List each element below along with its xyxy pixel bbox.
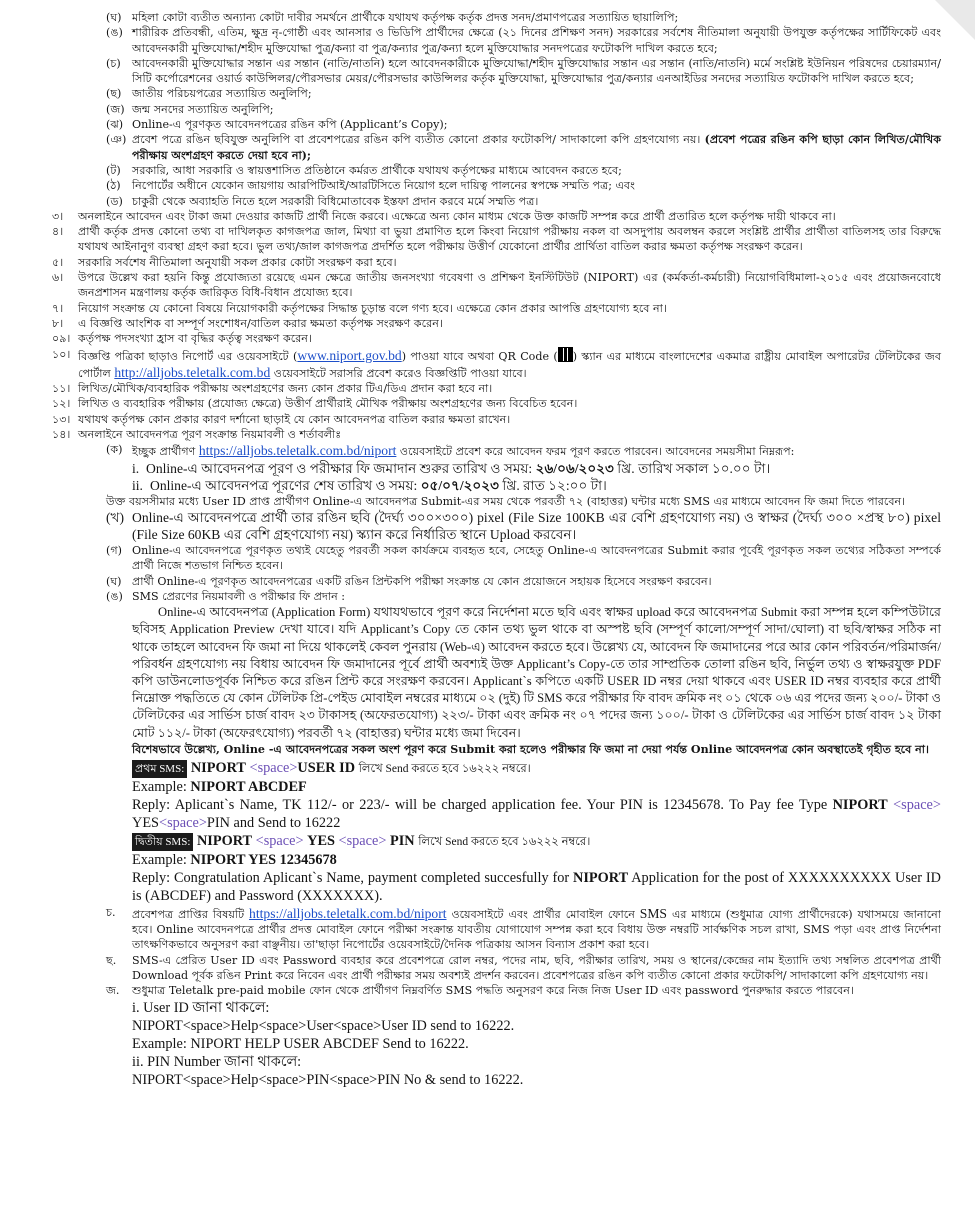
item-number: ৪। xyxy=(52,225,64,239)
item-marker: (ঙ) xyxy=(106,26,123,40)
user-id-example: Example: NIPORT HELP USER ABCDEF Send to 16222. xyxy=(132,1035,469,1052)
item-marker: (ঘ) xyxy=(106,11,122,24)
list-item xyxy=(106,589,941,604)
deadline-end: ii. Online-এ আবেদনপত্র পূরণের শেষ তারিখ ও সময়: ০৫/০৭/২০২৩ খ্রি. রাত ১২:০০ টা। xyxy=(132,477,607,493)
numbered-item xyxy=(52,209,941,224)
numbered-item xyxy=(52,316,941,331)
page-corner-fold xyxy=(935,0,975,40)
numbered-item xyxy=(52,255,941,270)
admit-card-section xyxy=(106,905,941,1089)
numbered-item xyxy=(52,331,941,346)
item-number: ১৪। xyxy=(52,428,71,442)
item-number: ৭। xyxy=(52,301,64,315)
item-bold-note: (প্রবেশ পত্রের রঙিন কপি ছাড়া কোন লিখিত/মৌখিক পরীক্ষায় অংশগ্রহণ করতে দেয়া হবে না); xyxy=(132,133,941,162)
user-id-command: NIPORT<space>Help<space>User<space>User ID send to 16222. xyxy=(132,1017,515,1034)
admit-card-link[interactable]: https://alljobs.teletalk.com.bd/niport xyxy=(249,905,447,921)
online-application-rules xyxy=(106,442,941,509)
teletalk-jobs-link[interactable]: http://alljobs.teletalk.com.bd xyxy=(114,364,271,380)
list-item xyxy=(106,442,941,459)
item-text: অনলাইনে আবেদন এবং টাকা জমা দেওয়ার কাজটি প্রার্থী নিজে করবে। এক্ষেত্রে অন্য কোন মাধ্যম থেকে উক্ত কাজটি সম্পন্ন করে প্রার্থী প্রতারিত হলে কর্তৃপক্ষ দায়ী থাকবে না। xyxy=(78,209,836,223)
item-text: প্রার্থী Online-এ পূরণকৃত আবেদনপত্রের একটি রঙিন প্রিন্টকপি পরীক্ষা সংক্রান্ত যে কোন প্রয়োজনে সহায়ক হিসেবে সংরক্ষণ করবেন। xyxy=(132,574,712,588)
list-item xyxy=(106,953,941,984)
second-sms-tag: দ্বিতীয় SMS: xyxy=(132,833,193,851)
pin-heading: ii. PIN Number জানা থাকলে: xyxy=(132,1053,302,1070)
item-text: SMS-এ প্রেরিত User ID এবং Password ব্যবহার করে প্রবেশপত্রে রোল নম্বর, পদের নাম, ছবি, পরীক্ষার তারিখ, সময় ও স্থানের/কেন্দ্রের নাম ইত্যাদি তথ্য সম্বলিত প্রবেশপত্র প্রার্থী Download পূর্বক রঙিন Print করে নিবেন এবং প্রার্থী পরীক্ষার সময় অবশ্যই প্রদর্শন করবেন। প্রবেশপত্রের রঙিন কপি ব্যতীত কোনো প্রকার ফটোকপি/ সাদাকালো কপি গ্রহণযোগ্য নয়। xyxy=(132,953,941,982)
list-item xyxy=(106,905,941,953)
item-text: বিজ্ঞপ্তি পত্রিকা ছাড়াও নিপোর্ট এর ওয়েবসাইটে (www.niport.gov.bd) পাওয়া যাবে অথবা QR Code ( ) স্ক্যান এর মাধ্যমে বাংলাদেশের একমাত্র রাষ্ট্রীয় মোবাইল অপারেটর টেলিটকের জব পোর্টাল http://alljobs.teletalk.com.bd ওয়েবসাইটে সরাসরি প্রবেশ করেও বিজ্ঞপ্তিটি পাওয়া যাবে। xyxy=(78,347,941,380)
item-text: আবেদনকারী মুক্তিযোদ্ধার সন্তান এর সন্তান (নাতি/নাতনি) হলে আবেদনকারীকে মুক্তিযোদ্ধা/শহীদ মুক্তিযোদ্ধার সন্তান এর সন্তান (নাতি/নাতনি) মর্মে সংশ্লিষ্ট ইউনিয়ন পরিষদের চেয়ারম্যান/সিটি কর্পোরেশনের ওয়ার্ড কাউন্সিলর/পৌরসভার মেয়র/পৌরসভার কাউন্সিলর কর্তৃক মুক্তিযোদ্ধা, মুক্তিযোদ্ধার পুত্র/কন্যার এনআইডির সনদের সত্যায়িত ফটোকপি দাখিল করতে হবে; xyxy=(132,56,941,86)
numbered-item xyxy=(52,347,941,382)
item-marker: (ট) xyxy=(106,163,121,177)
item-text: মহিলা কোটা ব্যতীত অন্যান্য কোটা দাবীর সমর্থনে প্রার্থীকে যথাযথ কর্তৃপক্ষ কর্তৃক প্রদত্ত সনদ/প্রমাণপত্রের সত্যায়িত ছায়ালিপি; xyxy=(132,11,679,24)
item-text: উপরে উল্লেখ করা হয়নি কিন্তু প্রযোজ্যতা রয়েছে এমন ক্ষেত্রে জাতীয় জনসংখ্যা গবেষণা ও প্রশিক্ষণ ইনস্টিটিউট (NIPORT) এর (কর্মকর্তা-কর্মচারী) নিয়োগবিধিমালা-২০১৫ এবং প্রয়োজনবোধে জনপ্রশাসন মন্ত্রণালয় কর্তৃক জারিকৃত বিধি-বিধান প্রযোজ্য হবে। xyxy=(78,271,941,300)
list-item xyxy=(106,194,941,209)
item-text: জাতীয় পরিচয়পত্রের সত্যায়িত অনুলিপি; xyxy=(132,87,312,101)
first-sms-tag: প্রথম SMS: xyxy=(132,760,187,778)
pin-command: NIPORT<space>Help<space>PIN<space>PIN No & send to 16222. xyxy=(132,1071,524,1088)
niport-application-link[interactable]: https://alljobs.teletalk.com.bd/niport xyxy=(198,443,397,459)
numbered-item xyxy=(52,381,941,396)
item-text: নিয়োগ সংক্রান্ত যে কোনো বিষয়ে নিয়োগকারী কর্তৃপক্ষের সিদ্ধান্ত চূড়ান্ত বলে গণ্য হবে। এক্ষেত্রে কোন প্রকার আপত্তি গ্রহণযোগ্য হবে না। xyxy=(78,301,667,315)
important-note: বিশেষভাবে উল্লেখ্য, Online -এ আবেদনপত্রের সকল অংশ পূরণ করে Submit করা হলেও পরীক্ষার ফি জমা না দেয়া পর্যন্ত Online আবেদনপত্র কোন অবস্থাতেই গৃহীত হবে না। xyxy=(132,742,929,756)
item-marker: (ঠ) xyxy=(106,179,121,193)
item-marker: চ. xyxy=(106,905,116,919)
roman-marker: i. xyxy=(132,460,140,476)
item-number: ৫। xyxy=(52,255,64,269)
list-item xyxy=(106,25,941,56)
item-text: শারীরিক প্রতিবন্ধী, এতিম, ক্ষুদ্র নৃ-গোষ্ঠী এবং আনসার ও ভিডিপি প্রার্থীদের ক্ষেত্রে (২১ দিনের প্রশিক্ষণ সনদ) সরকারের সর্বশেষ নীতিমালা অনুযায়ী উপযুক্ত কর্তৃপক্ষের সার্টিফিকেট এবং আবেদনকারী মুক্তিযোদ্ধা/শহীদ মুক্তিযোদ্ধা পুত্র/কন্যা বা পুত্র/কন্যার পুত্র/কন্যা হলে মুক্তিযোদ্ধার সনদপত্রের ফটোকপি দাখিল করতে হবে; xyxy=(132,26,941,55)
sms-block xyxy=(132,759,941,905)
list-item xyxy=(106,509,941,543)
item-marker: (ঞ) xyxy=(106,133,127,147)
online-application-rules-cont xyxy=(106,509,941,905)
numbered-item xyxy=(52,270,941,301)
item-text: যথাযথ কর্তৃপক্ষ কোন প্রকার কারণ দর্শানো ছাড়াই যে কোন আবেদনপত্র বাতিল করার ক্ষমতা রাখেন। xyxy=(78,412,511,426)
item-text: নিপোর্টের অধীনে যেকোন জায়গায় আরপিটিআই/আরটিসিতে নিয়োগ হলে দায়িত্ব পালনের স্বপক্ষে সম্মতি পত্র; এবং xyxy=(132,179,635,193)
item-marker: (ঙ) xyxy=(106,589,123,603)
item-marker: (জ) xyxy=(106,102,125,116)
list-item xyxy=(106,574,941,589)
roman-marker: ii. xyxy=(132,477,143,493)
list-item xyxy=(106,102,941,117)
item-text: প্রবেশপত্র প্রাপ্তির বিষয়টি https://alljobs.teletalk.com.bd/niport ওয়েবসাইটে এবং প্রার্থীর মোবাইল ফোনে SMS এর মাধ্যমে (শুধুমাত্র যোগ্য প্রার্থীদেরকে) যথাসময়ে জানানো হবে। Online আবেদনপত্রে প্রার্থীর প্রদত্ত মোবাইল ফোনে পরীক্ষা সংক্রান্ত যাবতীয় যোগাযোগ সম্পন্ন করা হবে বিধায় উক্ত নম্বরটি সার্বক্ষণিক সচল রাখা, SMS পড়া এবং প্রাপ্ত নির্দেশনা তাৎক্ষণিকভাবে অনুসরণ করা বাঞ্ছনীয়। তা'ছাড়া নিপোর্টের ওয়েবসাইটে/দৈনিক পত্রিকায় আসন বিন্যাস প্রকাশ করা হবে। xyxy=(132,905,942,952)
list-item xyxy=(106,983,941,998)
item-number: ৬। xyxy=(52,271,64,285)
item-marker: (ক) xyxy=(106,443,123,457)
item-text: SMS প্রেরণের নিয়মাবলী ও পরীক্ষার ফি প্রদান : xyxy=(132,589,345,603)
item-number: ৩। xyxy=(52,209,64,223)
second-sms-line: দ্বিতীয় SMS: NIPORT <space> YES <space> PIN লিখে Send করতে হবে ১৬২২২ নম্বরে। xyxy=(132,832,941,851)
item-number: ১০। xyxy=(52,347,71,361)
item-number: ১১। xyxy=(52,382,71,396)
item-text: Online-এ পূরণকৃত আবেদনপত্রের রঙিন কপি (Applicant’s Copy); xyxy=(132,118,448,132)
item-marker: (ড) xyxy=(106,194,123,208)
item-text: এ বিজ্ঞপ্তি আংশিক বা সম্পূর্ণ সংশোধন/বাতিল করার ক্ষমতা কর্তৃপক্ষ সংরক্ষণ করেন। xyxy=(78,316,443,330)
qr-code-icon xyxy=(558,347,573,362)
end-date: ০৫/০৭/২০২৩ xyxy=(420,477,499,493)
list-item xyxy=(106,178,941,193)
item-text: অনলাইনে আবেদনপত্র পূরণ সংক্রান্ত নিয়মাবলী ও শর্তাবলীঃ xyxy=(78,428,342,442)
item-text: জন্ম সনদের সত্যায়িত অনুলিপি; xyxy=(132,102,274,116)
numbered-item xyxy=(52,412,941,427)
item-text: সরকারি, আধা সরকারি ও স্বায়ত্তশাসিত প্রতিষ্ঠানে কর্মরত প্রার্থীকে যথাযথ কর্তৃপক্ষের মাধ্যমে আবেদন করতে হবে; xyxy=(132,163,622,177)
list-item xyxy=(106,86,941,101)
item-text: সরকারি সর্বশেষ নীতিমালা অনুযায়ী সকল প্রকার কোটা সংরক্ষণ করা হবে। xyxy=(78,255,397,269)
numbered-item xyxy=(52,224,941,255)
item-marker: ছ. xyxy=(106,953,117,967)
item-marker: জ. xyxy=(106,984,120,998)
numbered-item xyxy=(52,301,941,316)
niport-website-link[interactable]: www.niport.gov.bd xyxy=(297,347,402,363)
item-marker: (গ) xyxy=(106,543,122,557)
example-2: Example: NIPORT YES 12345678 xyxy=(132,851,337,868)
first-sms-line: প্রথম SMS: NIPORT <space>USER ID লিখে Send করতে হবে ১৬২২২ নম্বরে। xyxy=(132,759,941,778)
user-id-heading: i. User ID জানা থাকলে: xyxy=(132,999,270,1016)
list-item xyxy=(106,10,941,25)
item-text: Online-এ আবেদনপত্রে পূরণকৃত তথ্যই যেহেতু পরবর্তী সকল কার্যক্রমে ব্যবহৃত হবে, সেহেতু Online-এ আবেদনপত্রের Submit করার পূর্বেই পূরণকৃত সকল তথ্যের সঠিকতা সম্পর্কে প্রার্থী নিজে শতভাগ নিশ্চিত হবেন। xyxy=(132,543,941,573)
list-item xyxy=(106,132,941,163)
item-marker: (চ) xyxy=(106,56,121,70)
item-text: Online-এ আবেদনপত্রে প্রার্থী তার রঙিন ছবি (দৈর্ঘ্য ৩০০×৩০০) pixel (File Size 100KB এর বেশি গ্রহণযোগ্য নয়) ও স্বাক্ষর (দৈর্ঘ্য ৩০০ ×প্রস্থ ৮০) pixel (File Size 60KB এর বেশি গ্রহণযোগ্য নয়) স্ক্যান করে নির্ধারিত স্থানে Upload করবেন। xyxy=(132,509,941,542)
numbered-items xyxy=(52,209,941,442)
item-text: কর্তৃপক্ষ পদসংখ্যা হ্রাস বা বৃদ্ধির কর্তৃত্ব সংরক্ষণ করেন। xyxy=(78,332,312,346)
reply-1: Reply: Aplicant`s Name, TK 112/- or 223/- will be charged application fee. Your PIN is 12345678. To Pay fee Type NIPORT <space> YES<space>PIN and Send to 16222 xyxy=(132,796,941,831)
item-text: লিখিত/মৌখিক/ব্যবহারিক পরীক্ষায় অংশগ্রহণের জন্য কোন প্রকার টিএ/ডিএ প্রদান করা হবে না। xyxy=(78,382,493,396)
item-text: চাকুরী থেকে অব্যাহতি নিতে হলে সরকারী বিধিমোতাবেক ইস্তফা প্রদান করবে মর্মে সম্মতি পত্র। xyxy=(132,194,539,208)
item-number: ০৯। xyxy=(52,332,71,346)
numbered-item xyxy=(52,396,941,411)
numbered-item xyxy=(52,427,941,442)
list-item xyxy=(106,56,941,87)
recovery-instructions xyxy=(132,999,941,1089)
item-text: শুধুমাত্র Teletalk pre-paid mobile ফোন থেকে প্রার্থীগণ নিম্নবর্ণিত SMS পদ্ধতি অনুসরণ করে নিজ নিজ User ID এবং password পুনরুদ্ধার করতে পারবেন। xyxy=(132,984,854,998)
item-text: প্রার্থী কর্তৃক প্রদত্ত কোনো তথ্য বা দাখিলকৃত কাগজপত্র জাল, মিথ্যা বা ভুয়া প্রমাণিত হলে কিংবা নিয়োগ পরীক্ষায় নকল বা অসদুপায় অবলম্বন করলে সংশ্লিষ্ট প্রার্থীর প্রার্থীতা বাতিলসহ তার বিরুদ্ধে যথাযথ আইনানুগ ব্যবস্থা গ্রহণ করা হবে। ভুল তথ্য/জাল কাগজপত্র প্রদর্শিত হলে পরীক্ষায় উত্তীর্ণ যেকোনো প্রার্থীর প্রার্থিতা বাতিল করার ক্ষমতা কর্তৃপক্ষ সংরক্ষণ করেন। xyxy=(78,225,941,254)
item-marker: (খ) xyxy=(106,509,124,525)
document-items-top xyxy=(106,10,941,209)
item-number: ৮। xyxy=(52,316,64,330)
list-item xyxy=(106,543,941,574)
item-number: ১৩। xyxy=(52,412,71,426)
item-number: ১২। xyxy=(52,397,71,411)
start-date: ২৬/০৬/২০২৩ xyxy=(535,460,614,476)
item-marker: (ঘ) xyxy=(106,574,122,588)
reply-2: Reply: Congratulation Aplicant`s Name, payment completed succesfully for NIPORT Application for the post of XXXXXXXXXX User ID is (ABCDEF) and Password (XXXXXXX). xyxy=(132,869,941,904)
example-1: Example: NIPORT ABCDEF xyxy=(132,778,307,795)
item-marker: (ঝ) xyxy=(106,118,124,132)
list-item xyxy=(106,163,941,178)
list-item xyxy=(106,117,941,132)
item-text: লিখিত ও ব্যবহারিক পরীক্ষায় (প্রযোজ্য ক্ষেত্রে) উত্তীর্ণ প্রার্থীরাই মৌখিক পরীক্ষায় অংশগ্রহণের জন্য বিবেচিত হবেন। xyxy=(78,397,578,411)
deadline-start: i. Online-এ আবেদনপত্র পূরণ ও পরীক্ষার ফি জমাদান শুরুর তারিখ ও সময়: ২৬/০৬/২০২৩ খ্রি. তারিখ সকাল ১০.০০ টা। xyxy=(132,460,771,476)
sms-instructions-paragraph: Online-এ আবেদনপত্র (Application Form) যথাযথভাবে পূরণ করে নির্দেশনা মতে ছবি এবং স্বাক্ষর upload করে আবেদনপত্র Submit করা সম্পন্ন হলে কম্পিউটারে ছবিসহ Application Preview দেখা যাবে। যদি Applicant’s Copy তে কোন তথ্য ভুল থাকে বা অস্পষ্ট ছবি (সম্পূর্ণ কালো/সম্পূর্ণ সাদা/ঘোলা) বা ছবি/স্বাক্ষর সঠিক না থাকে তাহলে আবেদন ফি জমা না দিয়ে থাকলেই কেবল পুনরায় (Web-এ) আবেদন করতে হবে। উল্লেখ্য যে, আবেদন ফি জমাদানের পরে আর কোন পরিবর্তন/পরিমার্জন/পরিবর্ধন গ্রহণযোগ্য নয় বিধায় আবেদন ফি জমাদানের পূর্বে প্রার্থী অবশ্যই উক্ত Applicant’s Copy-তে তার সাম্প্রতিক তোলা রঙিন ছবি, নির্ভুল তথ্য ও স্বাক্ষরযুক্ত PDF কপি ডাউনলোডপূর্বক নিশ্চিত করে রঙিন প্রিন্ট করে সংরক্ষণ করবেন। Applicant`s কপিতে একটি USER ID নম্বর দেয়া থাকবে এবং USER ID নম্বর ব্যবহার করে প্রার্থী নিম্নোক্ত পদ্ধতিতে যে কোন টেলিটক প্রি-পেইড মোবাইল নম্বরের মাধ্যমে ০২ (দুই) টি SMS করে পরীক্ষার ফি বাবদ ক্রমিক নং ০১ থেকে ০৬ এর পদের জন্য ২০০/- টাকা ও টেলিটকের এর সার্ভিস চার্জ বাবদ ২৩ টাকাসহ (অফেরতযোগ্য) ২২৩/- টাকা এবং ক্রমিক নং ০৭ পদের জন্য ১০০/- টাকা ও টেলিটকের এর সার্ভিস চার্জ বাবদ ১২ টাকা মোট ১১২/- টাকা (অফেরৎযোগ্য) পরবর্তী ৭২ (বাহাত্তর) ঘন্টার মধ্যে জমা দিবেন। xyxy=(132,605,941,740)
fee-note: উক্ত বয়সসীমার মধ্যে User ID প্রাপ্ত প্রার্থীগণ Online-এ আবেদনপত্র Submit-এর সময় থেকে পরবর্তী ৭২ (বাহাত্তর) ঘন্টার মধ্যে SMS এর মাধ্যমে আবেদন ফি জমা দিতে পারবেন। xyxy=(106,494,906,508)
item-text: প্রবেশ পত্রে রঙিন ছবিযুক্ত অনুলিপি বা প্রবেশপত্রের রঙিন কপি ব্যতীত কোনো প্রকার ফটোকপি/ সাদাকালো কপি গ্রহণযোগ্য নয়। xyxy=(132,133,701,147)
item-text: ইচ্ছুক প্রার্থীগণ https://alljobs.teletalk.com.bd/niport ওয়েবসাইটে প্রবেশ করে আবেদন ফরম পূরণ করতে পারবেন। আবেদনের সময়সীমা নিম্নরূপ: xyxy=(132,443,795,459)
item-marker: (ছ) xyxy=(106,87,122,101)
